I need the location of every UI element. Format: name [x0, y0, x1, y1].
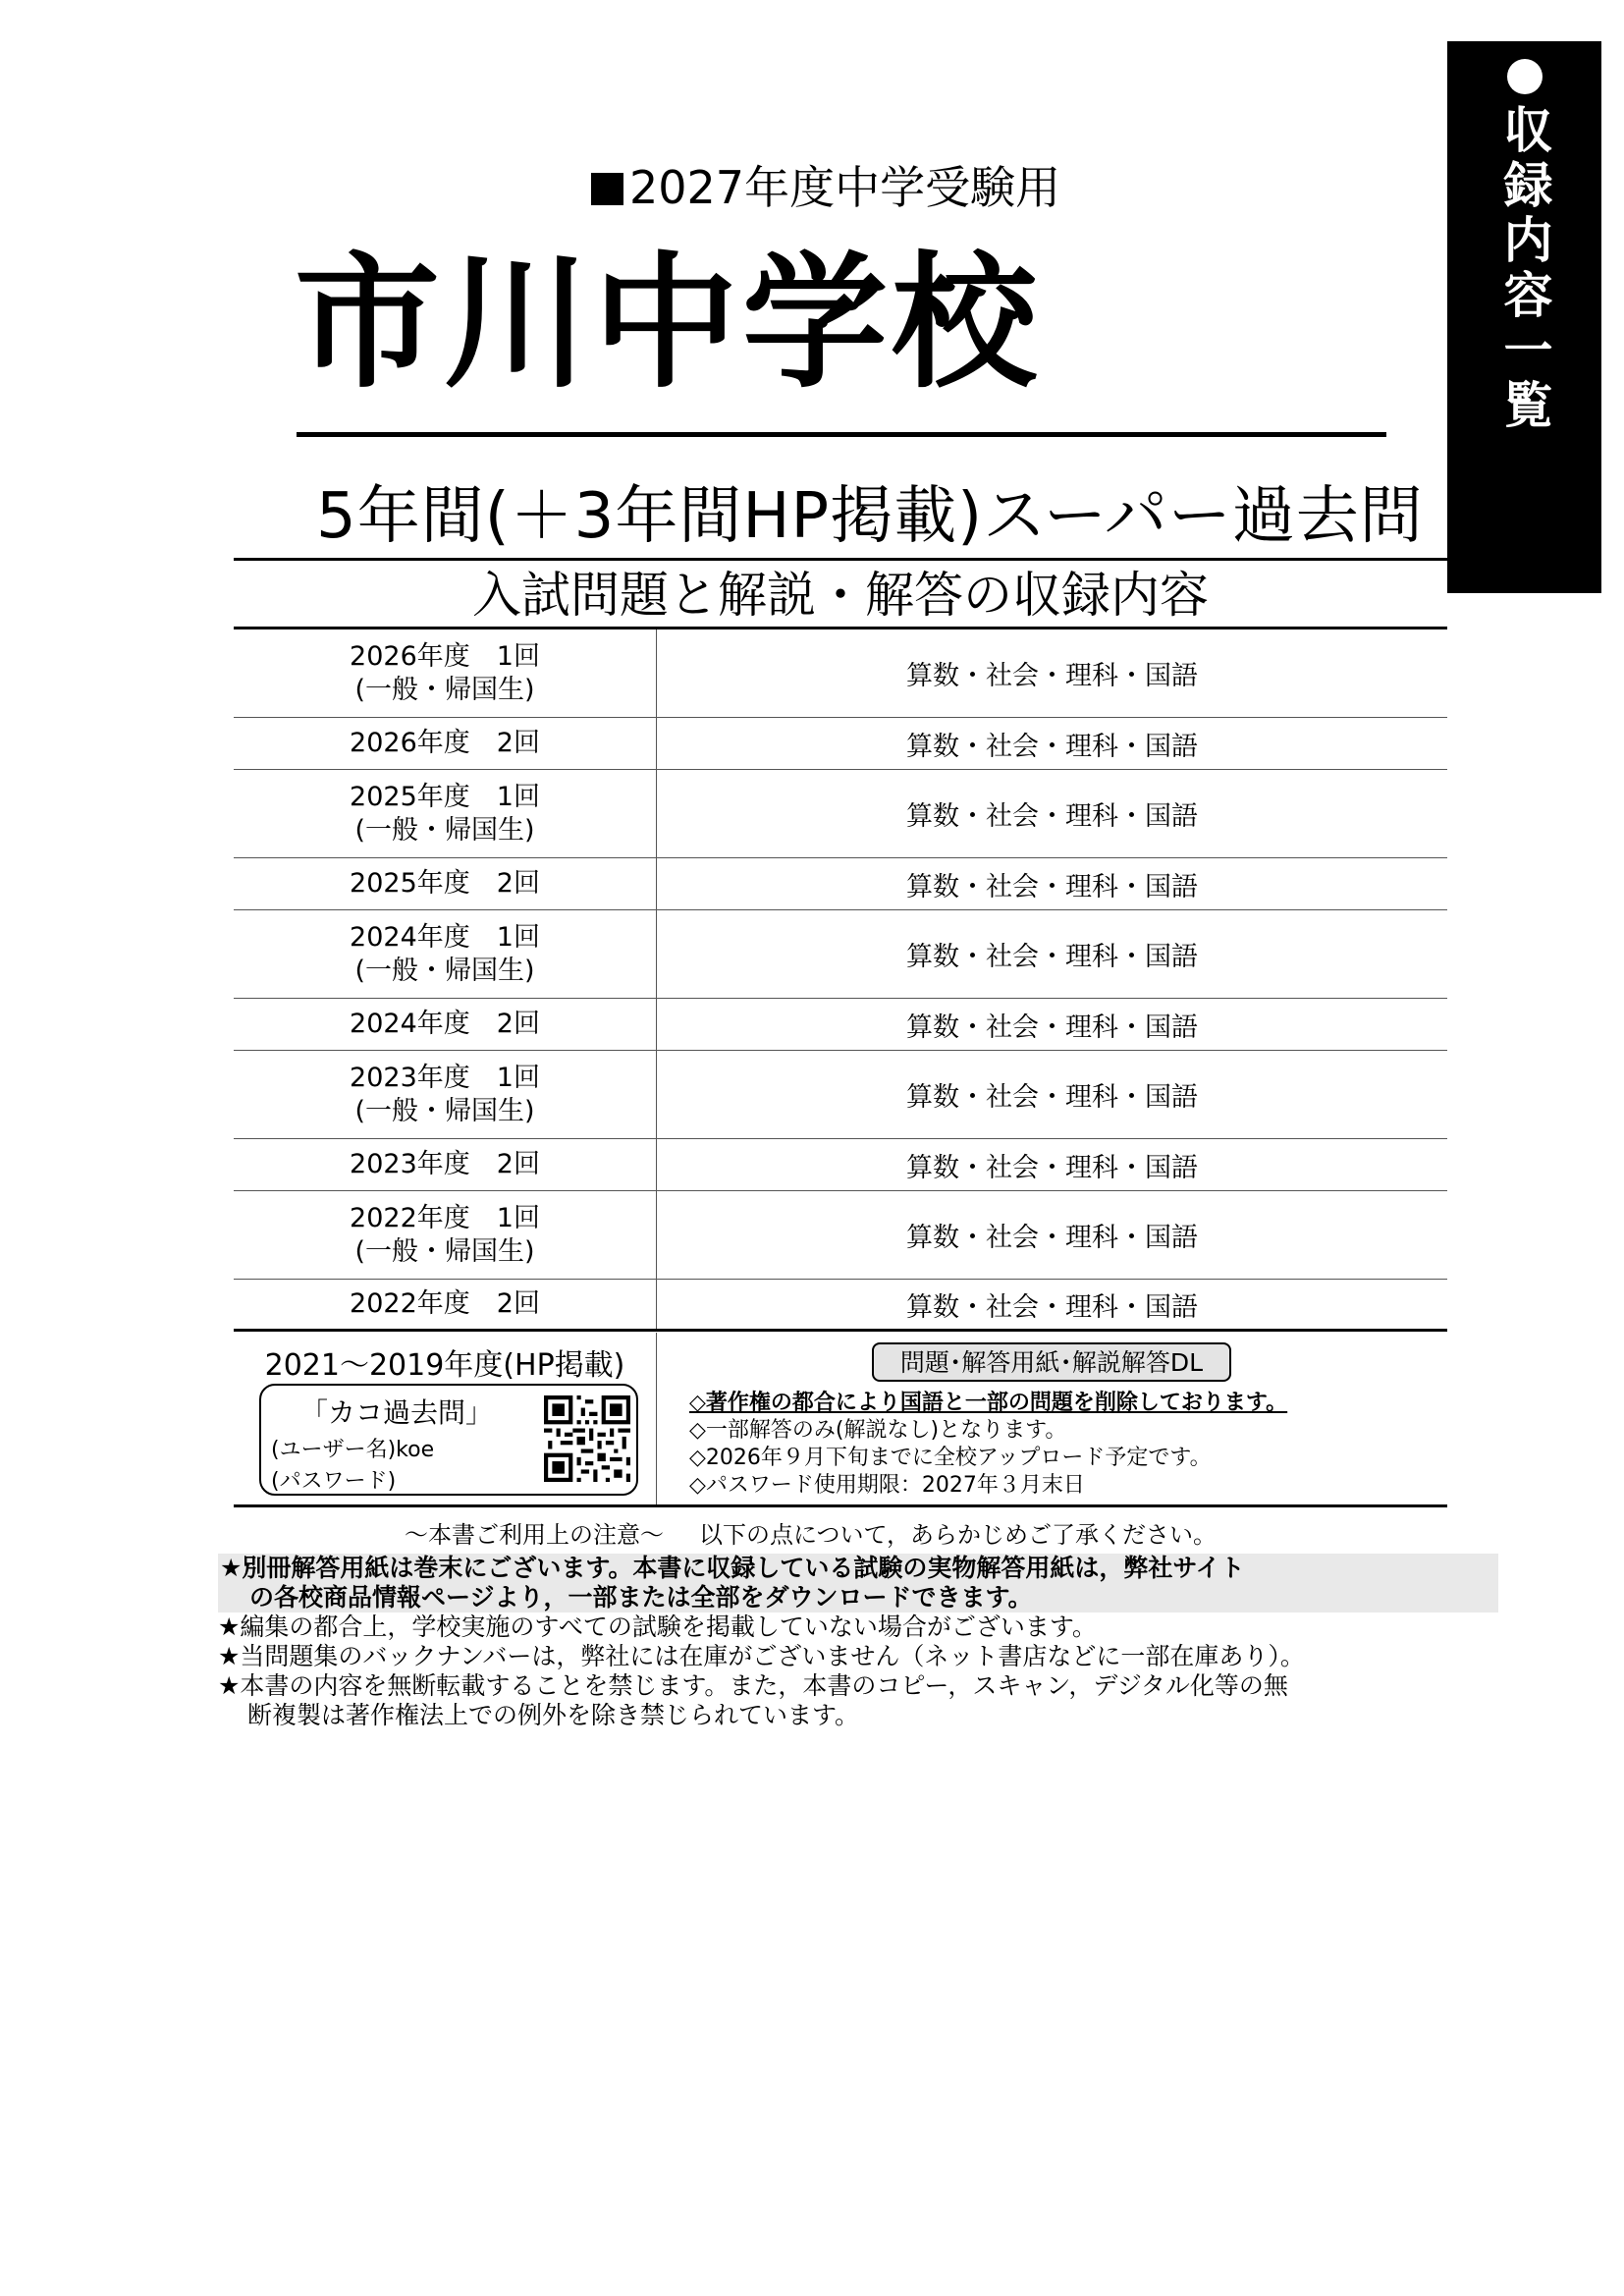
copyright-notice: ★本書の内容を無断転載することを禁じます。また，本書のコピー，スキャン，デジタル化等の無 断複製は著作権法上での例外を除き禁じられています。 — [218, 1671, 1288, 1729]
subjects-cell: 算数・社会・理科・国語 — [906, 942, 1198, 972]
subjects-cell: 算数・社会・理科・国語 — [906, 1082, 1198, 1113]
square-bullet-icon — [591, 173, 623, 205]
edition-label: 2027年度中学受験用 — [591, 152, 1060, 217]
table-row — [234, 1051, 1447, 1139]
bullet-icon — [1507, 59, 1543, 94]
kako-login-box — [259, 1384, 638, 1496]
subjects-cell: 算数・社会・理科・国語 — [906, 661, 1198, 691]
exam-year-cell: 2025年度 2回 — [234, 858, 657, 909]
school-name: 市川中学校 — [295, 239, 1041, 408]
hp-years-label: 2021～2019年度(HP掲載) — [264, 1348, 625, 1383]
table-row — [234, 718, 1447, 770]
subjects-cell: 算数・社会・理科・国語 — [906, 801, 1198, 832]
hp-note: ◇パスワード使用期限：2027年３月末日 — [689, 1473, 1085, 1498]
table-row — [234, 1280, 1447, 1332]
table-row — [234, 910, 1447, 999]
copyright-note: ◇著作権の都合により国語と一部の問題を削除しております。 — [689, 1391, 1288, 1415]
hp-note: ◇一部解答のみ(解説なし)となります。 — [689, 1418, 1067, 1443]
qr-code-icon[interactable] — [544, 1395, 630, 1482]
table-row — [234, 1139, 1447, 1191]
table-row — [234, 770, 1447, 858]
book-subtitle: 5年間(＋3年間HP掲載)スーパー過去問 — [316, 480, 1424, 553]
heading-rule-top — [234, 558, 1447, 561]
table-row — [234, 999, 1447, 1051]
subjects-cell: 算数・社会・理科・国語 — [906, 871, 1198, 902]
exam-year-cell: 2023年度 1回 (一般・帰国生) — [234, 1051, 657, 1138]
usage-title: ～本書ご利用上の注意～ — [405, 1521, 664, 1549]
subjects-cell: 算数・社会・理科・国語 — [906, 1223, 1198, 1253]
exam-year-cell: 2022年度 2回 — [234, 1280, 657, 1329]
table-row — [234, 1191, 1447, 1280]
kako-username: (ユーザー名)koe — [271, 1438, 435, 1462]
exam-year-cell: 2022年度 1回 (一般・帰国生) — [234, 1191, 657, 1279]
subjects-cell: 算数・社会・理科・国語 — [906, 1152, 1198, 1183]
kako-password: (パスワード) — [271, 1469, 397, 1494]
hp-note: ◇2026年９月下旬までに全校アップロード予定です。 — [689, 1446, 1212, 1470]
side-tab-label: 収録内容一覧 — [1495, 104, 1553, 434]
subjects-cell: 算数・社会・理科・国語 — [906, 1291, 1198, 1323]
download-button[interactable]: 問題･解答用紙･解説解答DL — [872, 1342, 1231, 1382]
contents-side-tab — [1447, 41, 1601, 593]
exam-year-cell: 2025年度 1回 (一般・帰国生) — [234, 770, 657, 857]
exam-year-cell: 2026年度 1回 (一般・帰国生) — [234, 629, 657, 717]
hp-left-cell — [234, 1333, 657, 1504]
contents-heading: 入試問題と解説・解答の収録内容 — [472, 567, 1209, 624]
table-row — [234, 629, 1447, 718]
backnumber-note: ★当問題集のバックナンバーは，弊社には在庫がございません（ネット書店などに一部在庫あり）。 — [218, 1642, 1305, 1670]
notes-list — [218, 1554, 1494, 1730]
answer-sheet-note: ★別冊解答用紙は巻末にございます。本書に収録している試験の実物解答用紙は，弊社サイト の各校商品情報ページより，一部または全部をダウンロードできます。 — [218, 1554, 1498, 1613]
exam-year-cell: 2024年度 2回 — [234, 999, 657, 1050]
exam-year-cell: 2023年度 2回 — [234, 1139, 657, 1190]
table-row — [234, 858, 1447, 910]
editing-note: ★編集の都合上，学校実施のすべての試験を掲載していない場合がございます。 — [218, 1613, 1097, 1641]
kako-title: 「カコ過去問」 — [300, 1396, 494, 1429]
exam-year-cell: 2026年度 2回 — [234, 718, 657, 769]
usage-notice — [405, 1515, 1217, 1550]
subjects-cell: 算数・社会・理科・国語 — [906, 1011, 1198, 1043]
usage-subtitle: 以下の点について，あらかじめご了承ください。 — [699, 1521, 1218, 1549]
contents-table — [234, 629, 1447, 1332]
title-rule — [297, 432, 1386, 437]
hp-section — [234, 1333, 1447, 1507]
hp-notes — [689, 1390, 1287, 1500]
subjects-cell: 算数・社会・理科・国語 — [906, 731, 1198, 762]
exam-year-cell: 2024年度 1回 (一般・帰国生) — [234, 910, 657, 998]
